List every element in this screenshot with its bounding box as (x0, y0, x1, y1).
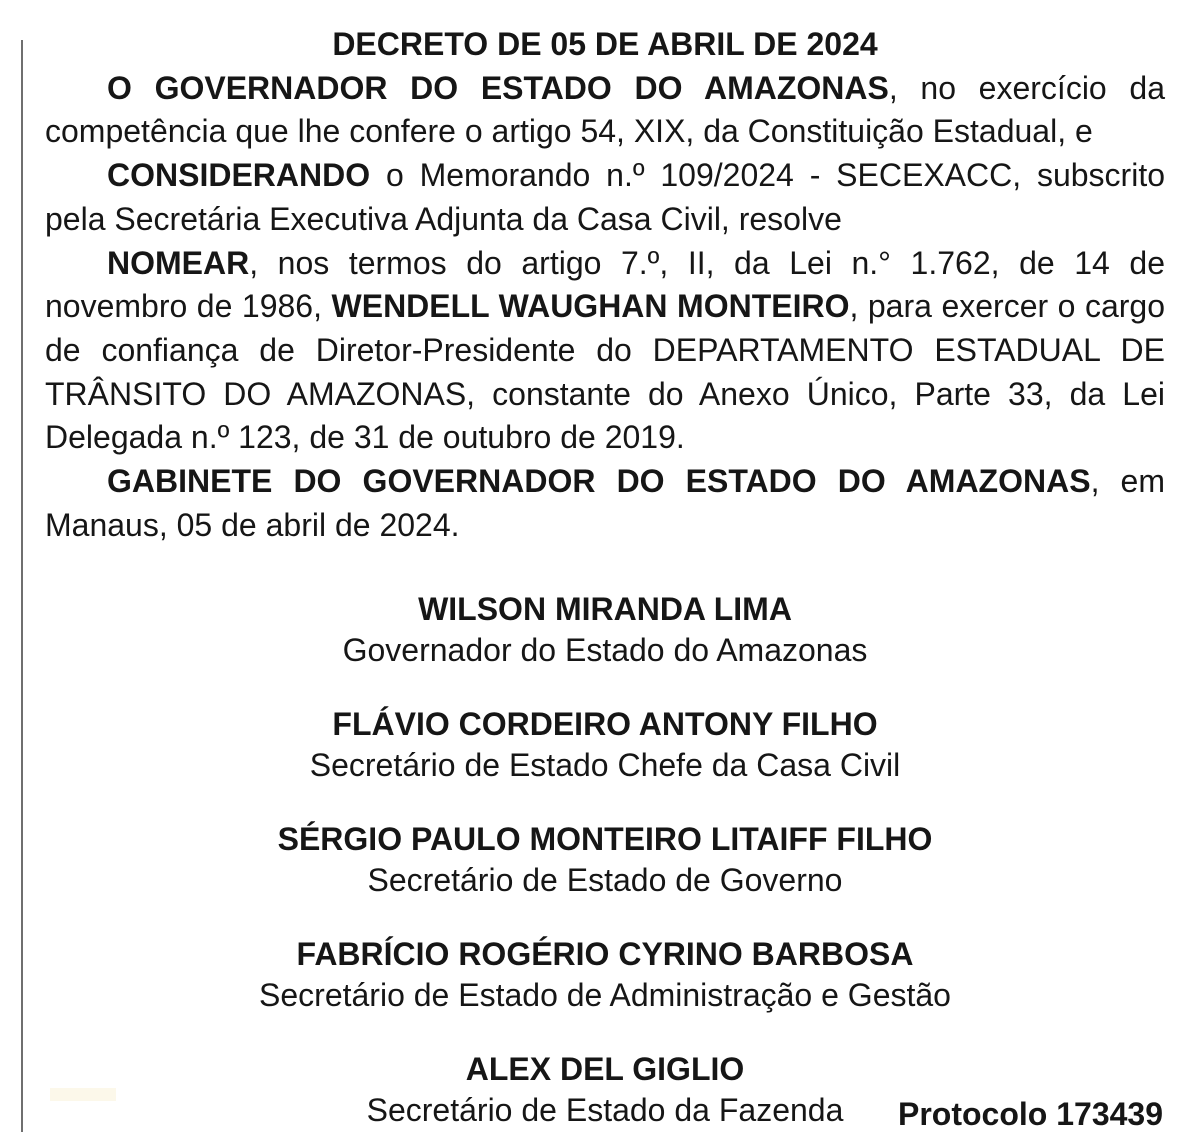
signature-block-governo (45, 819, 1165, 901)
text-run-bold: WENDELL WAUGHAN MONTEIRO (331, 288, 850, 325)
signatory-role: Secretário de Estado Chefe da Casa Civil (309, 747, 901, 784)
text-run: , nos termos do artigo 7.º, II, da Lei n.° 1.762, de 14 de novembro de 1986, (45, 244, 1165, 325)
decree-paragraph-nomear (45, 242, 1165, 461)
decree-paragraph-considerando (45, 154, 1165, 241)
decree-body (45, 23, 1165, 1131)
protocol-number: Protocolo 173439 (898, 1096, 1163, 1132)
signature-block-administracao (45, 934, 1165, 1016)
signatory-role: Governador do Estado do Amazonas (342, 632, 868, 669)
signature-list (45, 589, 1165, 1131)
text-run-bold: NOMEAR (107, 244, 250, 281)
text-run-bold: GABINETE DO GOVERNADOR DO ESTADO DO AMAZONAS (107, 463, 1091, 500)
text-run: o Memorando n.º 109/2024 - SECEXACC, subscrito pela Secretária Executiva Adjunta da Casa Civil, resolve (45, 157, 1165, 237)
text-run-bold: O GOVERNADOR DO ESTADO DO AMAZONAS (107, 69, 889, 106)
signature-block-governor (45, 589, 1165, 671)
text-run: , no exercício da competência que lhe confere o artigo 54, XIX, da Constituição Estadual, e (45, 69, 1166, 150)
signatory-name: WILSON MIRANDA LIMA (418, 591, 792, 628)
signatory-role: Secretário de Estado da Fazenda (366, 1092, 844, 1129)
text-run-bold: CONSIDERANDO (107, 157, 371, 194)
signatory-role: Secretário de Estado de Administração e Gestão (259, 977, 951, 1014)
decree-title: DECRETO DE 05 DE ABRIL DE 2024 (332, 26, 878, 62)
signature-block-casa-civil (45, 704, 1165, 786)
left-border-line (21, 40, 23, 1132)
decree-paragraph-preamble (45, 67, 1165, 154)
signatory-name: SÉRGIO PAULO MONTEIRO LITAIFF FILHO (277, 821, 933, 858)
decree-paragraph-gabinete (45, 460, 1165, 547)
signatory-name: FLÁVIO CORDEIRO ANTONY FILHO (332, 706, 878, 743)
text-run: , em Manaus, 05 de abril de 2024. (45, 463, 1166, 543)
signatory-role: Secretário de Estado de Governo (367, 862, 843, 899)
text-run: , para exercer o cargo de confiança de Diretor-Presidente do DEPARTAMENTO ESTADUAL DE TRÂNSITO DO AMAZONAS, constante do Anexo Único, Parte 33, da Lei Delegada n.º 123, de 31 de outubro de 2019. (45, 288, 1166, 456)
signatory-name: FABRÍCIO ROGÉRIO CYRINO BARBOSA (296, 936, 914, 973)
signatory-name: ALEX DEL GIGLIO (465, 1051, 745, 1088)
